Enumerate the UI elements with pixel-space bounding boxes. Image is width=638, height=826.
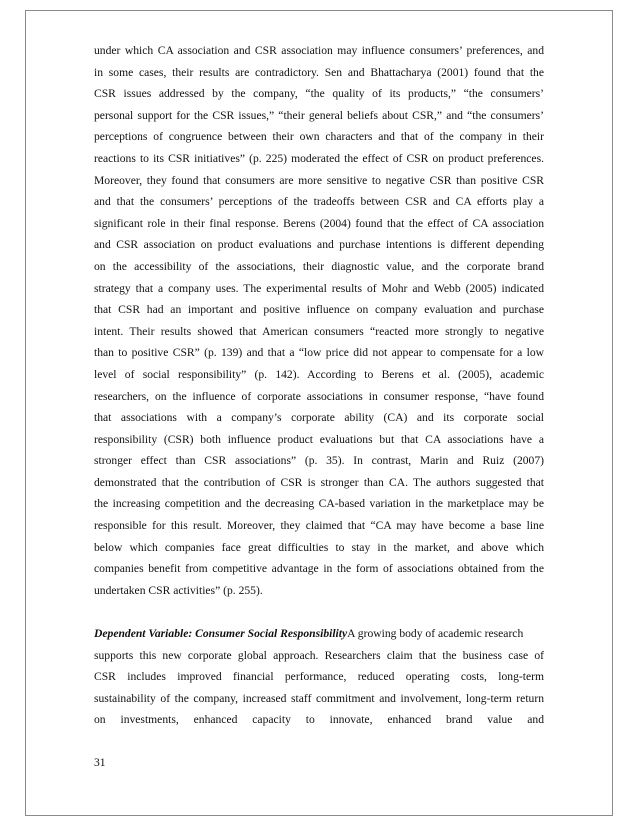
- text-line: on investments, enhanced capacity to innovate, enhanced brand value and: [94, 713, 544, 727]
- text-line: CSR includes improved financial performance, reduced operating costs, long-term: [94, 670, 544, 684]
- text-line: undertaken CSR activities” (p. 255).: [94, 583, 263, 597]
- text-line: stronger effect than CSR associations” (p. 35). In contrast, Marin and Ruiz (2007): [94, 454, 544, 468]
- text-line: significant role in their final response. Berens (2004) found that the effect of CA association: [94, 216, 544, 230]
- text-line: sustainability of the company, increased staff commitment and involvement, long-term return: [94, 691, 544, 705]
- text-line: responsible for this result. Moreover, they claimed that “CA may have become a base line: [94, 519, 544, 533]
- text-line: perceptions of congruence between their own characters and that of the company in their: [94, 130, 544, 144]
- text-line: that CSR had an important and positive influence on company evaluation and purchase: [94, 303, 544, 317]
- text-line: strategy that a company uses. The experimental results of Mohr and Webb (2005) indicated: [94, 281, 544, 295]
- heading-line: [94, 623, 544, 645]
- text-line: that associations with a company’s corporate ability (CA) and its corporate social: [94, 411, 544, 425]
- text-line: companies benefit from competitive advantage in the form of associations obtained from the: [94, 562, 544, 576]
- text-line: intent. Their results showed that American consumers “reacted more strongly to negative: [94, 324, 544, 338]
- page-number: 31: [94, 756, 106, 769]
- text-line: under which CA association and CSR association may influence consumers’ preferences, and: [94, 44, 544, 57]
- text-line: than to positive CSR” (p. 139) and that a “low price did not appear to compensate for a low: [94, 346, 544, 360]
- text-line: researchers, on the influence of corporate associations in consumer response, “have found: [94, 389, 544, 403]
- text-line: A growing body of academic research: [347, 627, 524, 641]
- text-line: level of social responsibility” (p. 142). According to Berens et al. (2005), academic: [94, 367, 544, 381]
- body-text: [94, 40, 544, 731]
- text-line: the increasing competition and the decreasing CA-based variation in the marketplace may be: [94, 497, 544, 511]
- text-line: below which companies face great difficulties to stay in the market, and above which: [94, 540, 544, 554]
- text-line: reactions to its CSR initiatives” (p. 225) moderated the effect of CSR on product preferences.: [94, 151, 544, 165]
- text-line: responsibility (CSR) both influence product evaluations but that CA associations have a: [94, 432, 544, 446]
- text-line: demonstrated that the contribution of CSR is stronger than CA. The authors suggested that: [94, 475, 544, 489]
- text-line: in some cases, their results are contradictory. Sen and Bhattacharya (2001) found that the: [94, 65, 544, 79]
- text-line: supports this new corporate global approach. Researchers claim that the business case of: [94, 648, 544, 662]
- text-line: personal support for the CSR issues,” “their general beliefs about CSR,” and “the consumers’: [94, 108, 544, 122]
- text-line: and that the consumers’ perceptions of the tradeoffs between CSR and CA efforts play a: [94, 195, 544, 209]
- section-heading: Dependent Variable: Consumer Social Responsibility: [94, 627, 348, 641]
- text-line: Moreover, they found that consumers are more sensitive to negative CSR than positive CSR: [94, 173, 544, 187]
- text-line: on the accessibility of the associations, their diagnostic value, and the corporate brand: [94, 259, 544, 273]
- text-line: and CSR association on product evaluations and purchase intentions is different depending: [94, 238, 544, 252]
- text-line: CSR issues addressed by the company, “the quality of its products,” “the consumers’: [94, 87, 544, 101]
